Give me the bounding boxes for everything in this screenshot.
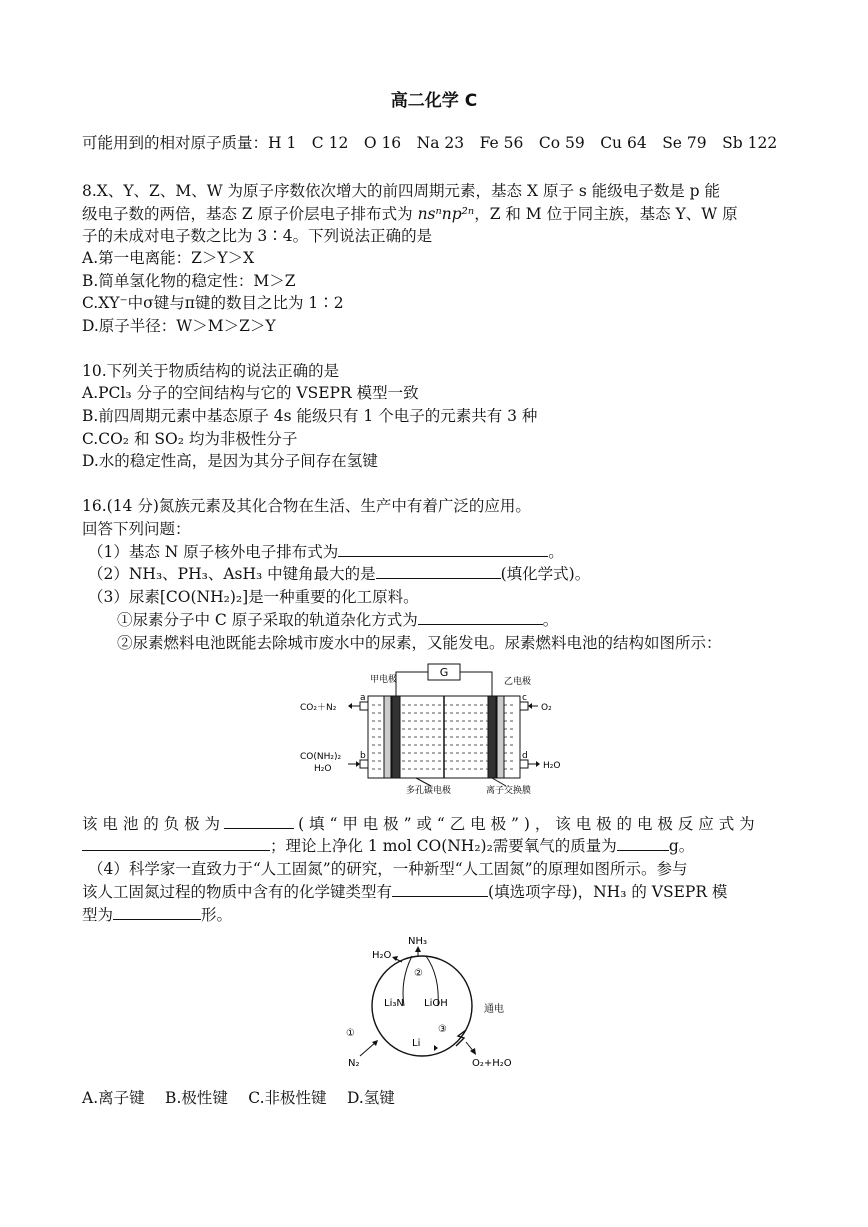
step-2-label: ② — [414, 968, 423, 979]
q16-answer-prompt: 回答下列问题： — [82, 520, 191, 538]
arrowhead-in-b — [356, 761, 360, 767]
right-electrode-label: 乙电极 — [504, 677, 532, 687]
q16-part-4-text-2b: (填选项字母)，NH₃ 的 VSEPR 模 — [488, 883, 728, 901]
q16-part-3-1-end: 。 — [542, 611, 559, 629]
wire-left — [396, 672, 428, 696]
power-label: 通电 — [484, 1004, 504, 1015]
answer-blank-2[interactable] — [376, 564, 501, 579]
answer-blank-4[interactable] — [224, 814, 294, 829]
battery-q-text-2a: ；理论上净化 1 mol CO(NH₂)₂需要氧气的质量为 — [270, 837, 617, 855]
nh3-label: NH₃ — [408, 936, 428, 947]
q16-part-4-text-2a: 该人工固氮过程的物质中含有的化学键类型有 — [82, 883, 393, 901]
right-electrode — [488, 696, 496, 778]
battery-q-text-1a: 该 电 池 的 负 极 为 — [82, 815, 221, 833]
li3n-label: Li₃N — [384, 998, 404, 1009]
q8-stem-line-1: 8.X、Y、Z、M、W 为原子序数依次增大的前四周期元素，基态 X 原子 s 能级电子数是 p 能 — [82, 182, 721, 200]
in-b-label-1: CO(NH₂)₂ — [300, 752, 342, 762]
port-c-label: c — [522, 693, 527, 703]
out-d-label: H₂O — [543, 761, 561, 771]
q10-option-b: B.前四周期元素中基态原子 4s 能级只有 1 个电子的元素共有 3 种 — [82, 407, 538, 425]
li-label: Li — [412, 1038, 421, 1049]
q8-stem-line-3: 子的未成对电子数之比为 3∶4。下列说法正确的是 — [82, 227, 433, 245]
membrane-pointer — [492, 778, 506, 786]
q8-config-formula: nsⁿnp²ⁿ — [417, 205, 475, 223]
q16-part-2 — [88, 562, 590, 584]
nitrogen-fixation-cycle-diagram — [338, 932, 528, 1072]
left-electrode-label: 甲电极 — [370, 675, 398, 685]
answer-blank-7[interactable] — [392, 882, 488, 897]
port-b — [360, 760, 368, 768]
q16-stem: 16.(14 分)氮族元素及其化合物在生活、生产中有着广泛的应用。 — [82, 497, 531, 515]
h2o-label: H₂O — [372, 950, 392, 961]
q16-part-2-text: （2）NH₃、PH₃、AsH₃ 中键角最大的是 — [88, 565, 376, 583]
q8-option-c: C.XY⁻中σ键与π键的数目之比为 1∶2 — [82, 294, 344, 312]
arrow-n2 — [360, 1042, 376, 1056]
q8-stem-line-2 — [82, 202, 738, 224]
port-c — [520, 702, 528, 710]
port-a-label: a — [360, 693, 366, 703]
q16-part-4-text-3a: 型为 — [82, 906, 114, 924]
wire-right — [460, 672, 492, 696]
carbon-pointer — [416, 778, 431, 786]
porous-carbon-right — [497, 696, 504, 778]
q16-part-2-end: (填化学式)。 — [500, 565, 591, 583]
q16-part-4-text-3b: 形。 — [201, 906, 233, 924]
battery-q-text-2b: g。 — [668, 837, 695, 855]
arrowhead-li — [434, 1045, 438, 1051]
arrowhead-o2h2o — [470, 1048, 476, 1055]
port-d-label: d — [522, 751, 528, 761]
q16-part-3: （3）尿素[CO(NH₂)₂]是一种重要的化工原料。 — [88, 588, 419, 606]
battery-question-line-1 — [82, 812, 755, 834]
urea-fuel-cell-diagram — [296, 660, 576, 795]
q8-option-d: D.原子半径：W＞M＞Z＞Y — [82, 317, 276, 335]
step-1-label: ① — [346, 1028, 355, 1039]
q8-stem-2a: 级电子数的两倍，基态 Z 原子价层电子排布式为 — [82, 205, 418, 223]
q16-part-1-text: （1）基态 N 原子核外电子排布式为 — [88, 543, 339, 561]
q10-option-a: A.PCl₃ 分子的空间结构与它的 VSEPR 模型一致 — [82, 384, 419, 402]
q8-stem-2b: ，Z 和 M 位于同主族，基态 Y、W 原 — [474, 205, 738, 223]
lioh-label: LiOH — [424, 998, 448, 1009]
left-electrode — [392, 696, 400, 778]
q10-option-c: C.CO₂ 和 SO₂ 均为非极性分子 — [82, 430, 298, 448]
page-title: 高二化学 C — [390, 91, 478, 111]
step-3-label: ③ — [438, 1024, 447, 1035]
membrane-label: 离子交换膜 — [486, 786, 532, 795]
o2h2o-label: O₂+H₂O — [472, 1058, 512, 1069]
port-a — [360, 702, 368, 710]
q16-part-4-line-1: （4）科学家一直致力于“人工固氮”的研究，一种新型“人工固氮”的原理如图所示。参与 — [88, 860, 688, 878]
arrowhead-out-a — [348, 703, 352, 709]
answer-blank-6[interactable] — [617, 836, 669, 851]
q10-option-d: D.水的稳定性高，是因为其分子间存在氢键 — [82, 452, 378, 470]
q16-part-4-line-3 — [82, 903, 232, 925]
q16-part-3-2: ②尿素燃料电池既能去除城市废水中的尿素，又能发电。尿素燃料电池的结构如图所示： — [117, 634, 722, 652]
q8-option-b: B.简单氢化物的稳定性：M＞Z — [82, 272, 296, 290]
galvanometer-label: G — [439, 666, 449, 679]
q10-stem: 10.下列关于物质结构的说法正确的是 — [82, 362, 340, 380]
q16-part-4-options: A.离子键 B.极性键 C.非极性键 D.氢键 — [82, 1089, 395, 1107]
n2-label: N₂ — [348, 1058, 360, 1069]
battery-question-line-2 — [82, 834, 694, 856]
answer-blank-1[interactable] — [338, 542, 548, 557]
arrowhead-out-d — [536, 761, 540, 767]
answer-blank-3[interactable] — [418, 610, 543, 625]
out-a-label: CO₂＋N₂ — [300, 703, 337, 713]
battery-q-text-1b: ( 填 “ 甲 电 极 ” 或 “ 乙 电 极 ” ) ， 该 电 极 的 电 极 反 应 式 为 — [298, 815, 755, 833]
port-b-label: b — [360, 751, 366, 761]
port-d — [520, 760, 528, 768]
atomic-masses: 可能用到的相对原子质量：H 1 C 12 O 16 Na 23 Fe 56 Co 59 Cu 64 Se 79 Sb 122 — [82, 134, 778, 152]
answer-blank-8[interactable] — [113, 905, 201, 920]
inner-arc-left — [403, 956, 412, 1006]
in-c-label: O₂ — [541, 703, 552, 713]
q16-part-1 — [88, 540, 564, 562]
arrowhead-h2o — [392, 956, 398, 961]
q16-part-3-1 — [117, 608, 558, 630]
carbon-label: 多孔碳电极 — [406, 786, 452, 795]
porous-carbon-left — [384, 696, 391, 778]
q16-part-1-end: 。 — [548, 543, 564, 561]
q16-part-4-line-2 — [82, 880, 727, 902]
q8-option-a: A.第一电离能：Z＞Y＞X — [82, 249, 255, 267]
q16-part-3-1-text: ①尿素分子中 C 原子采取的轨道杂化方式为 — [117, 611, 418, 629]
in-b-label-2: H₂O — [314, 764, 332, 774]
answer-blank-5[interactable] — [82, 836, 270, 851]
arrowhead-in-c — [528, 703, 532, 709]
